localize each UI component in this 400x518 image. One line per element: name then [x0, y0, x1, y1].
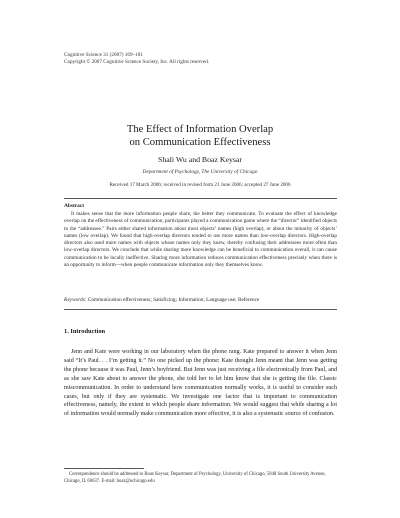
journal-citation: Cognitive Science 31 (2007) 169–181 [64, 52, 143, 58]
keywords [64, 297, 337, 304]
journal-copyright: Copyright © 2007 Cognitive Science Society, Inc. All rights reserved. [64, 59, 210, 66]
keywords-text: Communication effectiveness; Satisficing; Information; Language use; Reference [87, 297, 260, 303]
keywords-label: Keywords: [64, 297, 87, 303]
footnote: Correspondence should be addressed to Boaz Keysar, Department of Psychology, University of Chicago, 5848 South University Avenue, Chicago, IL 60637. E-mail: boaz@uchicago.edu [64, 472, 326, 484]
abstract-top-rule [64, 198, 337, 199]
affiliation: Department of Psychology, The University of Chicago [142, 169, 258, 175]
journal-header [64, 52, 209, 67]
abstract-text: It makes sense that the more information people share, the better they communicate. To evaluate the effect of knowledge overlap on the effectiveness of communication, participants played a communication game where the “director” identified objects to the “addressee.” Pairs either shared information about most objects’ names (high overlap), or about the minority of objects’ names (low overlap). We found that high-overlap directors tended to use more names than low-overlap directors. High-overlap directors also used more names with objects whose names only they knew, thereby confusing their addressees more often than low-overlap directors. We conclude that while sharing more knowledge can be beneficial to communication overall, it can cause communication to be locally ineffective. Sharing more information reduces communication effectiveness precisely when there is an opportunity to inform—when people communicate information only they themselves know. [64, 211, 337, 268]
paper-title [0, 123, 400, 149]
footnote-rule [64, 468, 144, 469]
section-body: Jenn and Kate were working in our laboratory when the phone rang. Kate prepared to answer it when Jenn said “It’s Paul. . . I’m getting it.” No one picked up the phone: Kate thought Jenn meant that Jenn was getting the phone because it was Paul, Jenn’s boyfriend. But Jenn was just receiving a file electronically from Paul, and as she saw Kate about to answer the phone, she told her to let him know that she is getting the file. Classic miscommunication. In order to understand how communication normally works, it is useful to consider such cases, but only if they are systematic. We investigate one factor that is important to communication effectiveness, namely, the extent to which people share information. We would suggest that while sharing a lot of information would normally make communication more effective, it is also a systematic source of confusion. [64, 349, 337, 418]
authors: Shali Wu and Boaz Keysar [158, 155, 242, 164]
abstract-heading: Abstract [64, 203, 85, 209]
title-line-1: The Effect of Information Overlap [126, 124, 274, 135]
title-line-2: on Communication Effectiveness [129, 137, 271, 148]
abstract-bottom-rule [64, 309, 337, 310]
section-heading: 1. Introduction [64, 328, 106, 335]
received-dates: Received 17 March 2006; received in revised form 21 June 2006; accepted 27 June 2006 [109, 182, 291, 188]
